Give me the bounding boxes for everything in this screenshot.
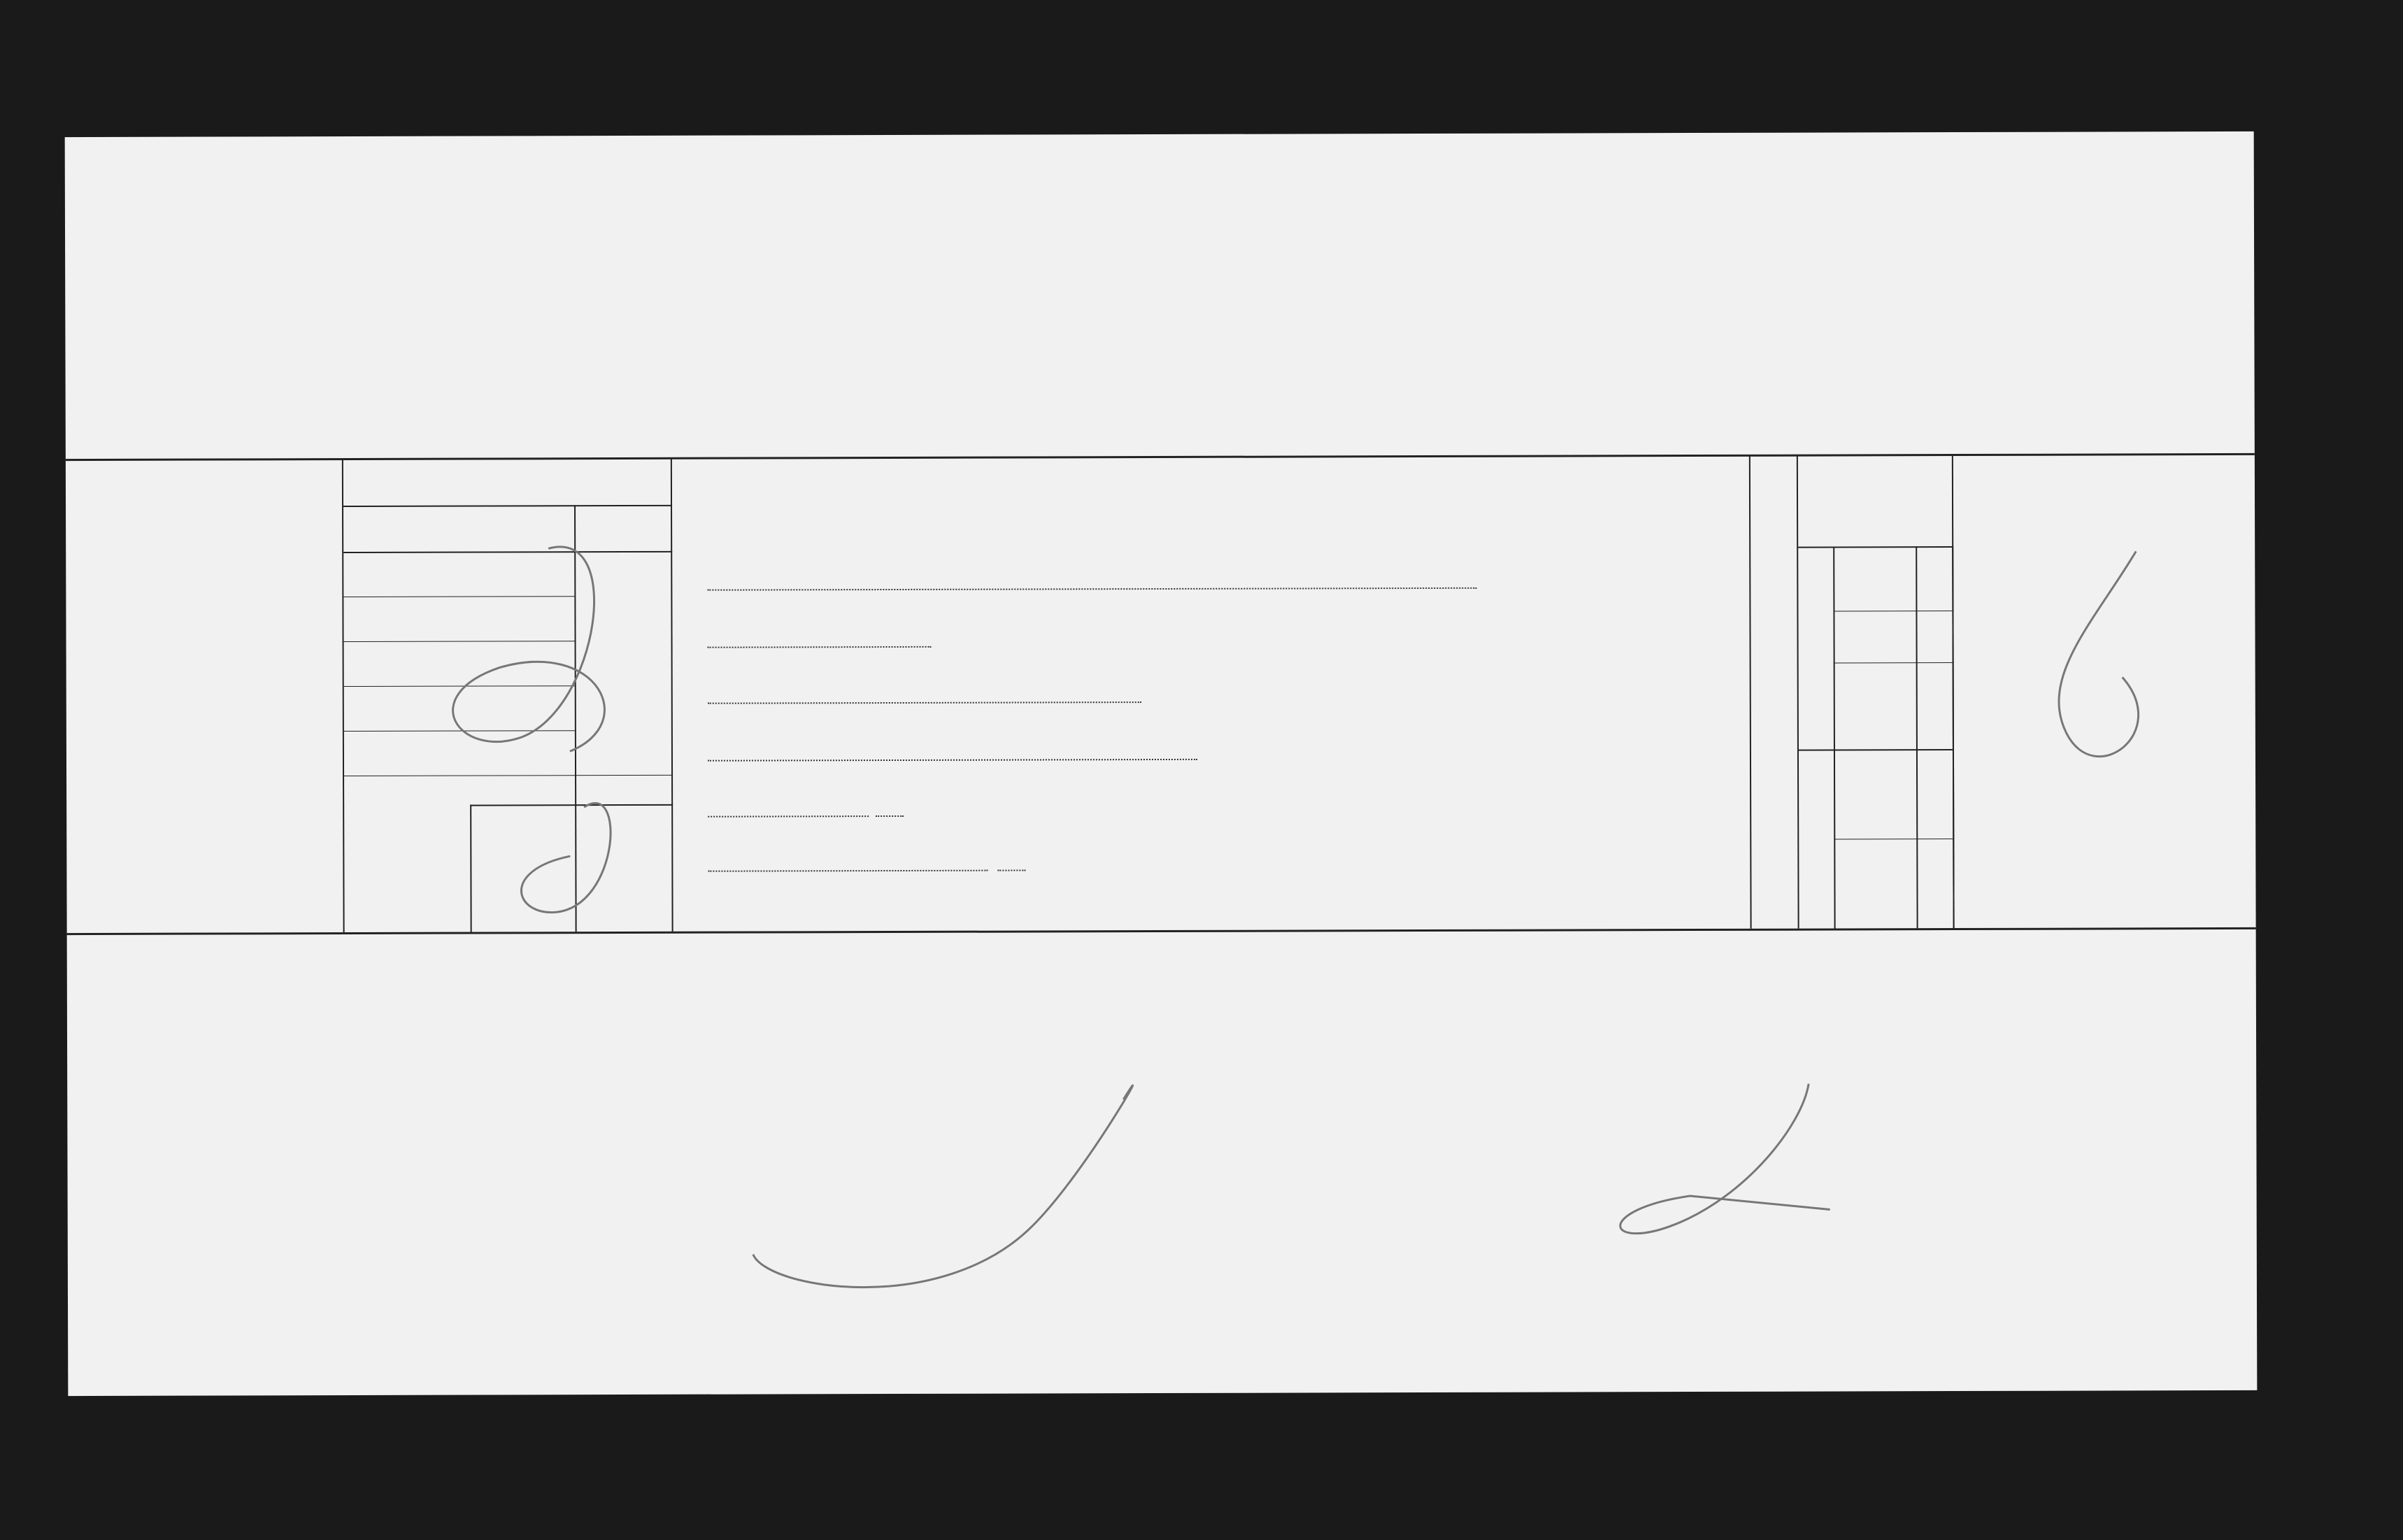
cancel-strokes [65,131,2258,1396]
census-card [65,131,2258,1396]
